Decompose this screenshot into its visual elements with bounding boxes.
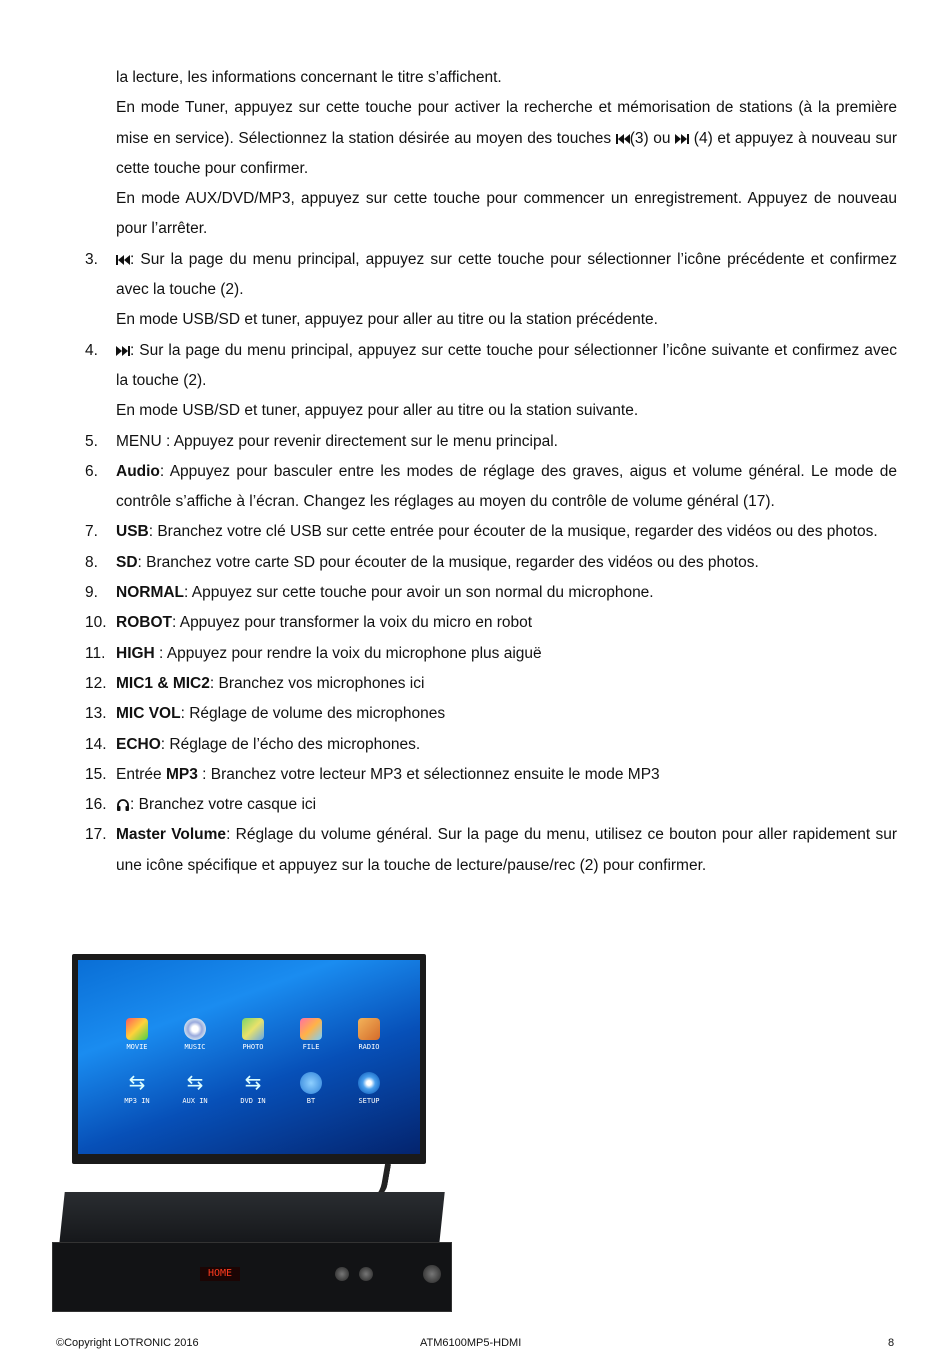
bluetooth-icon	[300, 1072, 322, 1094]
item-term: NORMAL	[116, 584, 185, 602]
echo-knob	[359, 1267, 373, 1281]
previous-track-icon	[616, 133, 630, 145]
document-body	[85, 63, 897, 881]
item-number: 5.	[85, 432, 98, 450]
item-number: 15.	[85, 765, 107, 783]
item-term: MIC1 & MIC2	[116, 674, 210, 692]
headphones-icon	[116, 798, 130, 811]
item-term: ROBOT	[116, 614, 172, 632]
footer-copyright: ©Copyright LOTRONIC 2016	[56, 1337, 199, 1349]
aux-in-icon: ⇆	[186, 1072, 204, 1094]
item-term: Audio	[116, 462, 160, 480]
footer-page-number: 8	[888, 1337, 895, 1349]
movie-icon	[126, 1018, 148, 1040]
next-track-icon	[675, 133, 689, 145]
list-item: 12. MIC1 & MIC2: Branchez vos microphones ici	[85, 669, 897, 699]
list-item: 7. USB: Branchez votre clé USB sur cette entrée pour écouter de la musique, regarder des vidéos ou des photos.	[85, 517, 897, 547]
mp3-in-icon: ⇆	[128, 1072, 146, 1094]
amplifier-front-panel	[52, 1242, 452, 1312]
list-item: 16. : Branchez votre casque ici	[85, 790, 897, 820]
footer-model: ATM6100MP5-HDMI	[420, 1337, 522, 1349]
list-item: 14. ECHO: Réglage de l’écho des microphones.	[85, 730, 897, 760]
list-item: 8. SD: Branchez votre carte SD pour écouter de la musique, regarder des vidéos ou des photos.	[85, 548, 897, 578]
app-tile: RADIO	[352, 1018, 386, 1051]
paragraph-tuner: En mode Tuner, appuyez sur cette touche pour activer la recherche et mémorisation de stations (à la première mise en service). Sélectionnez la station désirée au moyen des touches (3) ou (4) et appuyez à nouveau sur cette touche pour confirmer.	[116, 99, 897, 177]
app-tile: ⇆ AUX IN	[182, 1072, 208, 1105]
app-tile: FILE	[294, 1018, 328, 1051]
mic-vol-knob	[335, 1267, 349, 1281]
previous-track-icon	[116, 254, 130, 266]
item-number: 13.	[85, 705, 107, 723]
list-item: 3. : Sur la page du menu principal, appuyez sur cette touche pour sélectionner l’icône précédente et confirmez avec la touche (2). En mode USB/SD et tuner, appuyez pour aller au titre ou la station précédente.	[85, 245, 897, 336]
master-volume-knob	[423, 1265, 441, 1283]
item-term: SD	[116, 553, 138, 571]
item-number: 7.	[85, 523, 98, 541]
list-item: 10. ROBOT: Appuyez pour transformer la voix du micro en robot	[85, 608, 897, 638]
item-number: 11.	[85, 644, 106, 662]
item-term: ECHO	[116, 735, 161, 753]
item-number: 10.	[85, 614, 107, 632]
radio-icon	[358, 1018, 380, 1040]
app-tile: BT	[294, 1072, 328, 1105]
item-term: MIC VOL	[116, 705, 181, 723]
list-item: 13. MIC VOL: Réglage de volume des microphones	[85, 699, 897, 729]
item-number: 3.	[85, 250, 98, 268]
next-track-icon	[116, 345, 130, 357]
paragraph-record: En mode AUX/DVD/MP3, appuyez sur cette touche pour commencer un enregistrement. Appuyez de nouveau pour l’arrêter.	[116, 190, 897, 238]
music-icon	[184, 1018, 206, 1040]
list-item: 11. HIGH : Appuyez pour rendre la voix du microphone plus aiguë	[85, 639, 897, 669]
amplifier-display: HOME	[200, 1267, 240, 1281]
list-item: 15. Entrée MP3 : Branchez votre lecteur MP3 et sélectionnez ensuite le mode MP3	[85, 760, 897, 790]
item-term: USB	[116, 523, 149, 541]
dvd-in-icon: ⇆	[244, 1072, 262, 1094]
app-tile: ⇆ MP3 IN	[124, 1072, 150, 1105]
item-number: 12.	[85, 674, 107, 692]
item-number: 9.	[85, 584, 98, 602]
photo-icon	[242, 1018, 264, 1040]
list-item	[85, 427, 897, 457]
item-number: 4.	[85, 341, 98, 359]
product-photo	[52, 954, 452, 1312]
item-number: 8.	[85, 553, 98, 571]
app-tile: ⇆ DVD IN	[240, 1072, 266, 1105]
amplifier	[52, 1192, 452, 1312]
list-item: 9. NORMAL: Appuyez sur cette touche pour avoir un son normal du microphone.	[85, 578, 897, 608]
paragraph: la lecture, les informations concernant le titre s’affichent.	[116, 69, 502, 86]
app-tile: PHOTO	[236, 1018, 270, 1051]
item-term: MP3	[165, 765, 198, 783]
item-number: 14.	[85, 735, 107, 753]
list-item: 6. Audio: Appuyez pour basculer entre les modes de réglage des graves, aigus et volume général. Le mode de contrôle s’affiche à l’écran. Changez les réglages au moyen du contrôle de volume général (17).	[85, 457, 897, 518]
list-item: 4. : Sur la page du menu principal, appuyez sur cette touche pour sélectionner l’icône suivante et confirmez avec la touche (2). En mode USB/SD et tuner, appuyez pour aller au titre ou la station suivante.	[85, 336, 897, 427]
item-text: MENU : Appuyez pour revenir directement sur le menu principal.	[116, 432, 558, 450]
item-subtext: En mode USB/SD et tuner, appuyez pour aller au titre ou la station précédente.	[116, 311, 658, 329]
setup-gear-icon	[358, 1072, 380, 1094]
item-number: 6.	[85, 462, 98, 480]
app-tile: MOVIE	[120, 1018, 154, 1051]
app-tile: MUSIC	[178, 1018, 212, 1051]
amplifier-top-vents	[59, 1192, 444, 1244]
item-number: 17.	[85, 826, 107, 844]
item-term: HIGH	[116, 644, 155, 662]
list-item: 17. Master Volume: Réglage du volume général. Sur la page du menu, utilisez ce bouton pour aller rapidement sur une icône spécifique et appuyez sur la touche de lecture/pause/rec (2) pour confirmer.	[85, 820, 897, 881]
file-icon	[300, 1018, 322, 1040]
item-term: Master Volume	[116, 826, 227, 844]
app-tile: SETUP	[352, 1072, 386, 1105]
item-subtext: En mode USB/SD et tuner, appuyez pour aller au titre ou la station suivante.	[116, 402, 639, 420]
item-number: 16.	[85, 796, 107, 814]
tv-screen-home-menu	[78, 960, 420, 1154]
tv-monitor	[72, 954, 426, 1164]
